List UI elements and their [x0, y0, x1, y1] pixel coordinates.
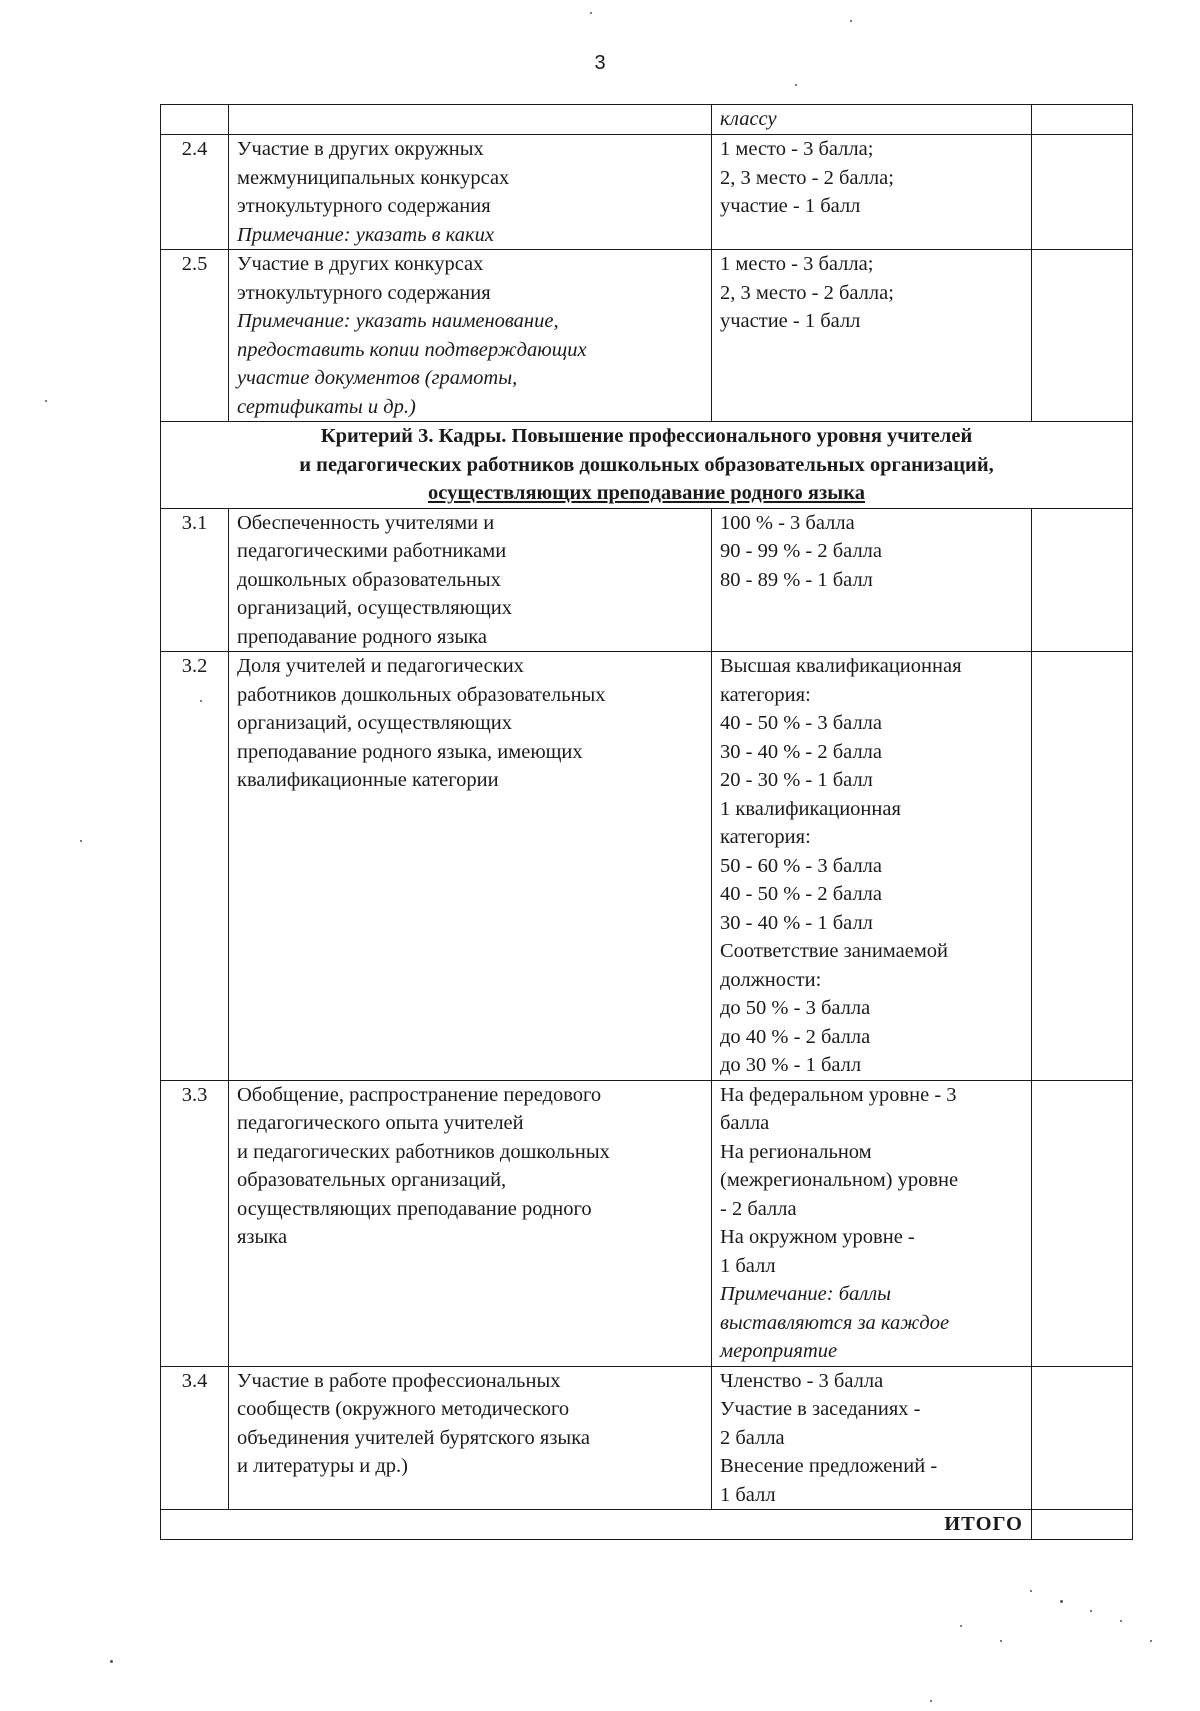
- indicator-note: Примечание: указать наименование,: [237, 310, 559, 332]
- section-header-row: [161, 422, 1133, 509]
- points-cell: [1032, 135, 1133, 250]
- indicator-text: работников дошкольных образовательных: [237, 683, 606, 706]
- indicator-text: Участие в работе профессиональных: [237, 1369, 561, 1392]
- scan-speck: [930, 1700, 932, 1702]
- total-row: [161, 1510, 1133, 1540]
- indicator-text: Участие в других конкурсах: [237, 253, 484, 275]
- table-row: [161, 652, 1133, 1081]
- score-text: 40 - 50 % - 3 балла: [720, 712, 882, 734]
- score-text: 20 - 30 % - 1 балл: [720, 769, 873, 791]
- score-cell: [712, 652, 1032, 1081]
- table-row: [161, 250, 1133, 422]
- score-text: (межрегиональном) уровне: [720, 1169, 959, 1191]
- score-text: 2, 3 место - 2 балла;: [720, 166, 894, 189]
- score-text: - 2 балла: [720, 1197, 797, 1220]
- indicator-text: педагогическими работниками: [237, 540, 507, 562]
- table-body-criterion-2: [161, 105, 1133, 422]
- score-text: 1 квалификационная: [720, 797, 901, 820]
- indicator-cell: [229, 105, 712, 135]
- indicator-note: Примечание: указать в каких: [237, 223, 494, 246]
- scan-speck: [850, 20, 852, 22]
- points-cell: [1032, 105, 1133, 135]
- score-text: На окружном уровне -: [720, 1226, 915, 1248]
- score-text: категория:: [720, 683, 811, 706]
- indicator-cell: [229, 250, 712, 422]
- indicator-text: Доля учителей и педагогических: [237, 655, 524, 677]
- indicator-text: преподавание родного языка: [237, 625, 488, 648]
- table-row: [161, 105, 1133, 135]
- scan-speck: [1030, 1590, 1032, 1592]
- score-text: На федеральном уровне - 3: [720, 1083, 957, 1106]
- indicator-text: организаций, осуществляющих: [237, 597, 512, 619]
- indicator-text: сообществ (окружного методического: [237, 1398, 570, 1420]
- row-number: [161, 105, 229, 135]
- score-cell: [712, 1080, 1032, 1366]
- row-number: 3.4: [161, 1366, 229, 1510]
- score-cell: [712, 1366, 1032, 1510]
- scan-speck: [795, 84, 797, 86]
- indicator-note: участие документов (грамоты,: [237, 367, 518, 389]
- indicator-text: Обеспеченность учителями и: [237, 511, 495, 534]
- score-text: Участие в заседаниях -: [720, 1398, 921, 1420]
- scan-speck: [200, 700, 202, 702]
- score-text: 80 - 89 % - 1 балл: [720, 568, 873, 591]
- scan-speck: [1060, 1600, 1063, 1603]
- indicator-cell: [229, 1080, 712, 1366]
- points-cell: [1032, 652, 1133, 1081]
- indicator-text: этнокультурного содержания: [237, 195, 491, 217]
- indicator-cell: [229, 652, 712, 1081]
- row-number: 3.3: [161, 1080, 229, 1366]
- score-text: участие - 1 балл: [720, 310, 861, 332]
- indicator-text: Обобщение, распространение передового: [237, 1083, 602, 1106]
- indicator-cell: [229, 508, 712, 652]
- score-text: до 30 % - 1 балл: [720, 1054, 862, 1076]
- score-text: 100 % - 3 балла: [720, 511, 855, 534]
- score-text: 30 - 40 % - 1 балл: [720, 911, 873, 934]
- score-text: Членство - 3 балла: [720, 1369, 884, 1392]
- indicator-text: и литературы и др.): [237, 1455, 408, 1477]
- indicator-text: языка: [237, 1226, 288, 1248]
- indicator-text: образовательных организаций,: [237, 1169, 507, 1191]
- indicator-text: педагогического опыта учителей: [237, 1112, 524, 1134]
- score-text: 40 - 50 % - 2 балла: [720, 883, 882, 905]
- page-number: 3: [594, 52, 606, 74]
- indicator-text: объединения учителей бурятского языка: [237, 1426, 590, 1449]
- indicator-cell: [229, 1366, 712, 1510]
- score-text: до 40 % - 2 балла: [720, 1025, 871, 1048]
- indicator-text: межмуниципальных конкурсах: [237, 166, 510, 189]
- indicator-text: осуществляющих преподавание родного: [237, 1197, 592, 1220]
- score-cell: [712, 250, 1032, 422]
- points-cell: [1032, 1366, 1133, 1510]
- score-text: 50 - 60 % - 3 балла: [720, 854, 882, 877]
- indicator-text: дошкольных образовательных: [237, 568, 501, 591]
- score-text: 2, 3 место - 2 балла;: [720, 281, 894, 304]
- scan-speck: [590, 12, 592, 14]
- score-text: 2 балла: [720, 1426, 785, 1449]
- table-row: [161, 508, 1133, 652]
- score-note: Примечание: баллы: [720, 1283, 892, 1305]
- score-text: 90 - 99 % - 2 балла: [720, 540, 882, 562]
- table-row: [161, 1366, 1133, 1510]
- indicator-note: предоставить копии подтверждающих: [237, 338, 587, 361]
- score-text: должности:: [720, 968, 822, 991]
- indicator-cell: [229, 135, 712, 250]
- table-row: [161, 1080, 1133, 1366]
- scan-speck: [1090, 1610, 1092, 1612]
- score-text: 30 - 40 % - 2 балла: [720, 740, 882, 763]
- row-number: 2.5: [161, 250, 229, 422]
- indicator-text: организаций, осуществляющих: [237, 712, 512, 734]
- score-cell: [712, 508, 1032, 652]
- criterion-3-heading-line: осуществляющих преподавание родного языка: [427, 482, 866, 504]
- criterion-3-heading-line: Критерий 3. Кадры. Повышение профессионального уровня учителей: [320, 425, 973, 447]
- criteria-table: [160, 104, 1133, 1540]
- score-text: до 50 % - 3 балла: [720, 997, 871, 1019]
- score-cell: [712, 105, 1032, 135]
- score-text: Внесение предложений -: [720, 1455, 938, 1477]
- scan-speck: [1150, 1640, 1152, 1642]
- score-text: участие - 1 балл: [720, 195, 861, 217]
- indicator-note: сертификаты и др.): [237, 395, 416, 418]
- score-text: 1 балл: [720, 1254, 776, 1277]
- score-text: На региональном: [720, 1140, 872, 1163]
- score-text: категория:: [720, 826, 811, 848]
- points-cell: [1032, 508, 1133, 652]
- indicator-text: Участие в других окружных: [237, 138, 484, 160]
- score-text: Высшая квалификационная: [720, 655, 962, 677]
- row-number: 3.2: [161, 652, 229, 1081]
- table-row: [161, 135, 1133, 250]
- indicator-text: этнокультурного содержания: [237, 281, 491, 304]
- indicator-text: преподавание родного языка, имеющих: [237, 740, 583, 763]
- score-text: 1 место - 3 балла;: [720, 138, 874, 160]
- score-note: классу: [720, 108, 777, 130]
- indicator-text: и педагогических работников дошкольных: [237, 1140, 610, 1163]
- total-value-cell: [1032, 1510, 1133, 1540]
- score-cell: [712, 135, 1032, 250]
- scan-speck: [45, 400, 47, 402]
- table-body-total: [161, 1510, 1133, 1540]
- points-cell: [1032, 250, 1133, 422]
- score-text: Соответствие занимаемой: [720, 940, 949, 962]
- scan-speck: [1120, 1620, 1122, 1622]
- scan-speck: [110, 1660, 113, 1663]
- points-cell: [1032, 1080, 1133, 1366]
- indicator-text: квалификационные категории: [237, 769, 499, 791]
- score-text: 1 балл: [720, 1483, 776, 1506]
- total-label: ИТОГО: [161, 1510, 1032, 1540]
- score-text: 1 место - 3 балла;: [720, 253, 874, 275]
- table-body-section-3-header: [161, 422, 1133, 509]
- row-number: 2.4: [161, 135, 229, 250]
- row-number: 3.1: [161, 508, 229, 652]
- criterion-3-heading-line: и педагогических работников дошкольных образовательных организаций,: [299, 453, 994, 476]
- scan-speck: [80, 840, 82, 842]
- score-note: мероприятие: [720, 1340, 838, 1362]
- criterion-3-heading: [161, 422, 1133, 509]
- table-body-criterion-3: [161, 508, 1133, 1510]
- score-text: балла: [720, 1112, 770, 1134]
- scan-speck: [960, 1625, 962, 1627]
- scan-speck: [1000, 1640, 1002, 1642]
- score-note: выставляются за каждое: [720, 1311, 950, 1334]
